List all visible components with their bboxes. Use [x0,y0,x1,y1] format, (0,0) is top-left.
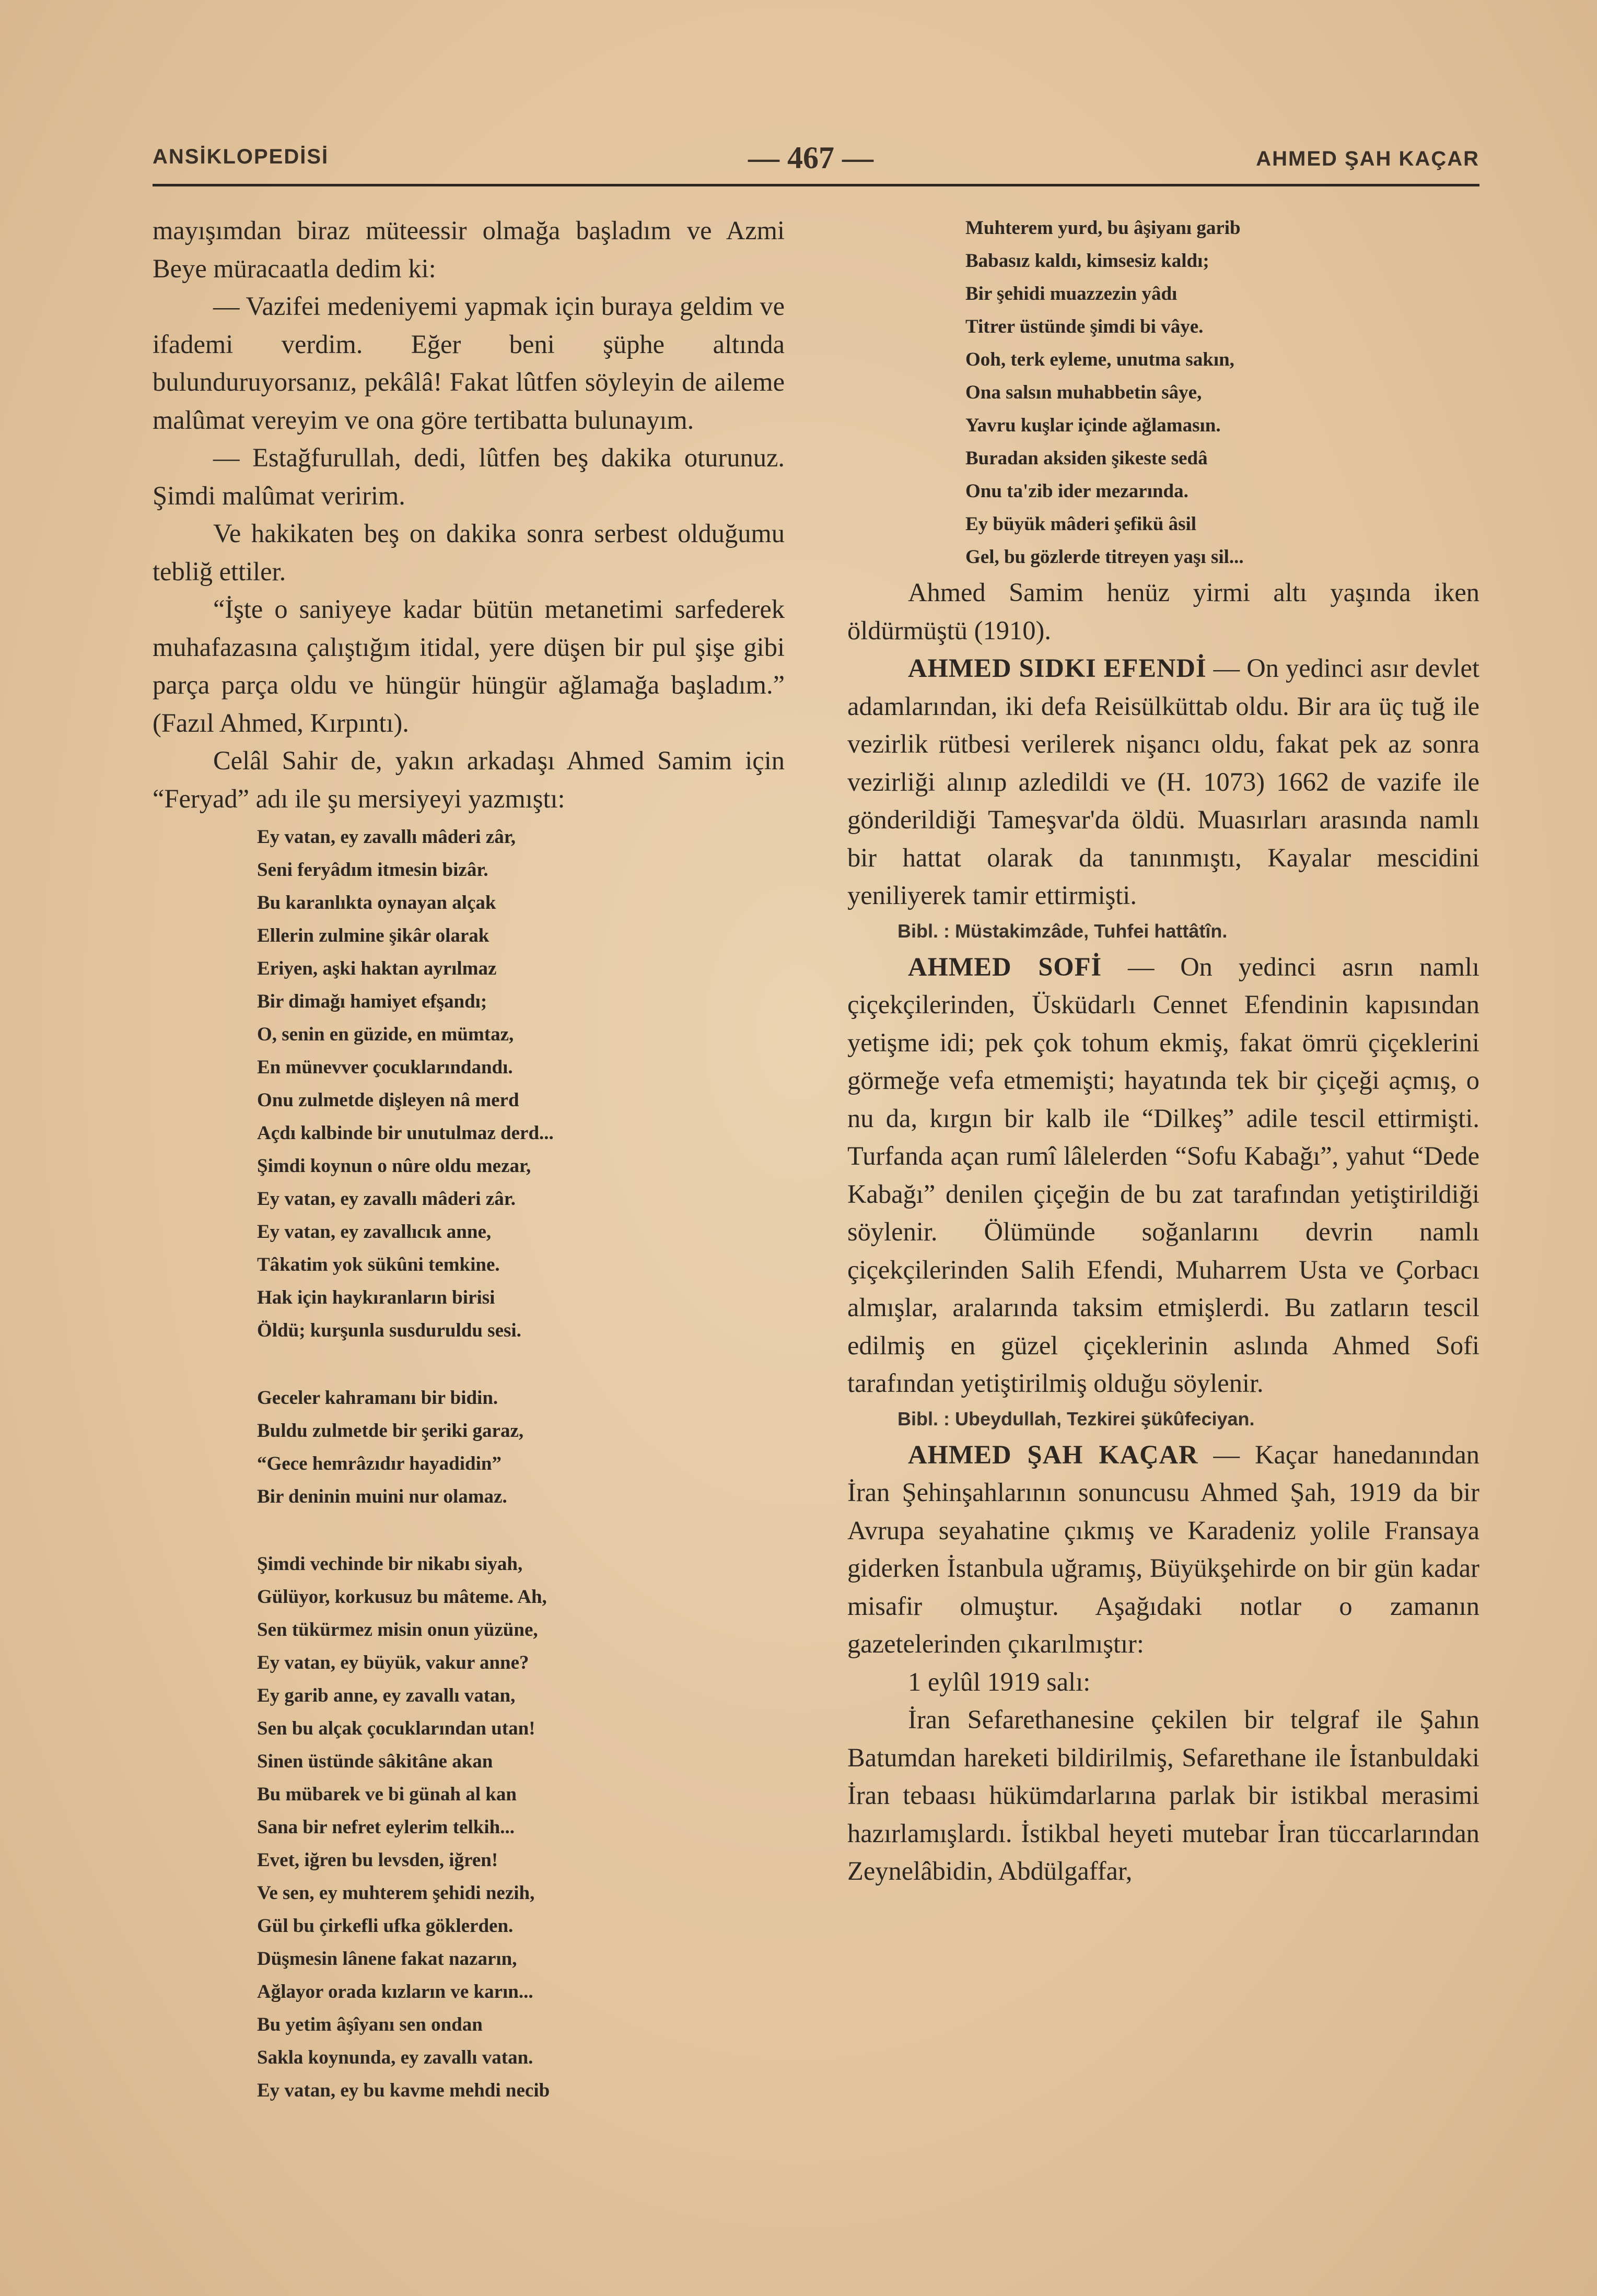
poem-line: Gel, bu gözlerde titreyen yaşı sil... [965,546,1244,568]
entry-text: — On yedinci asır devlet adamlarından, iki defa Reisülküttab oldu. Bir ara üç tuğ ile vezirlik rütbesi verilerek nişancı oldu, fakat pek az sonra vezirliği alınıp azledildi ve (H. 1073) 1662 de vazife ile gönderildiği Tameşvar'da öldü. Muasırları arasında namlı bir hattat olarak da tanınmıştı, Kayalar mescidini yeniliyerek tamir ettirmişti. [847,653,1479,910]
poem-line: Öldü; kurşunla susduruldu sesi. [257,1320,521,1341]
poem-line: Ooh, terk eyleme, unutma sakın, [965,349,1234,370]
poem-line: Bu yetim âşîyanı sen ondan [257,2014,483,2035]
bibliography: Bibl. : Ubeydullah, Tezkirei şükûfeciyan. [897,1408,1255,1430]
poem-line: Hak için haykıranların birisi [257,1287,495,1308]
entry-headword: AHMED SOFİ [908,952,1102,981]
poem-line: Ellerin zulmine şikâr olarak [257,925,489,946]
poem-continuation [847,212,1479,573]
poem-line: Ve sen, ey muhterem şehidi nezih, [257,1882,535,1904]
poem-line: Sen bu alçak çocuklarından utan! [257,1718,535,1739]
paragraph: Ve hakikaten beş on dakika sonra serbest olduğumu tebliğ ettiler. [153,519,785,586]
poem-line: Ey vatan, ey zavallı mâderi zâr, [257,826,516,848]
poem-line: Titrer üstünde şimdi bi vâye. [965,316,1204,337]
poem-line: Babasız kaldı, kimsesiz kaldı; [965,250,1209,272]
poem-line: Buradan aksiden şikeste sedâ [965,448,1208,469]
header-title: ANSİKLOPEDİSİ [153,145,329,168]
poem-line: Ey büyük mâderi şefikü âsil [965,513,1197,535]
entry-date: 1 eylûl 1919 salı: [908,1667,1091,1696]
poem-line: Muhterem yurd, bu âşiyanı garib [965,217,1241,239]
paragraph: “İşte o saniyeye kadar bütün metanetimi sarfederek muhafazasına çalıştığım itidal, yere düşen bir pul şişe gibi parça parça oldu ve hüngür hüngür ağlamağa başladım.” (Fazıl Ahmed, Kırpıntı). [153,594,785,737]
poem-feryad [153,821,785,2107]
poem-line: Sakla koynunda, ey zavallı vatan. [257,2047,533,2068]
poem-line: Evet, iğren bu levsden, iğren! [257,1849,498,1871]
right-column [847,212,1479,2259]
poem-line: Sana bir nefret eylerim telkih... [257,1817,515,1838]
poem-line: Eriyen, aşki haktan ayrılmaz [257,958,497,979]
poem-line: O, senin en güzide, en mümtaz, [257,1024,514,1045]
poem-line: Ey vatan, ey zavallıcık anne, [257,1221,492,1243]
paragraph: — Estağfurullah, dedi, lûtfen beş dakika oturunuz. Şimdi malûmat veririm. [153,443,785,510]
poem-line: Bu karanlıkta oynayan alçak [257,892,496,913]
poem-line: Bir dimağı hamiyet efşandı; [257,991,487,1012]
bibliography: Bibl. : Müstakimzâde, Tuhfei hattâtîn. [897,920,1228,942]
poem-line: Sen tükürmez misin onun yüzüne, [257,1619,538,1641]
poem-line: Bir şehidi muazzezin yâdı [965,283,1178,304]
poem-line: Ağlayor orada kızların ve karın... [257,1981,533,2002]
poem-line: Bu mübarek ve bi günah al kan [257,1784,517,1805]
entry-ahmed-sofi [847,948,1479,1402]
poem-line: Ey vatan, ey büyük, vakur anne? [257,1652,529,1673]
poem-line: Düşmesin lânene fakat nazarın, [257,1948,517,1970]
poem-line: Ona salsın muhabbetin sâye, [965,382,1202,403]
paragraph: Ahmed Samim henüz yirmi altı yaşında iken öldürmüştü (1910). [847,578,1479,645]
entry-text: — Kaçar hanedanından İran Şehinşahlarının sonuncusu Ahmed Şah, 1919 da bir Avrupa seyahatine çıkmış ve Karadeniz yolile Fransaya giderken İstanbula uğramış, Büyükşehirde on bir gün kadar misafir olmuştur. Aşağıdaki notlar o zamanın gazetelerinden çıkarılmıştır: [847,1439,1479,1658]
paragraph: Celâl Sahir de, yakın arkadaşı Ahmed Samim için “Feryad” adı ile şu mersiyeyi yazmıştı: [153,746,785,813]
paragraph: İran Sefarethanesine çekilen bir telgraf ile Şahın Batumdan hareketi bildirilmiş, Sefarethane ile İstanbuldaki İran tebaası hükümdarlarına parlak bir istikbal merasimi hazırlamışlardı. İstikbal heyeti mutebar İran tüccarlarından Zeynelâbidin, Abdülgaffar, [847,1705,1479,1885]
left-column [153,212,785,2259]
poem-line: Yavru kuşlar içinde ağlamasın. [965,415,1221,436]
poem-line: Şimdi vechinde bir nikabı siyah, [257,1553,523,1575]
entry-text: — On yedinci asrın namlı çiçekçilerinden, Üsküdarlı Cennet Efendinin kapısından yetişme idi; pek çok tohum ekmiş, fakat ömrü çiçeklerini görmeğe vefa etmemişti; hayatında tek bir çiçeği açmış, o nu da, kırgın bir kalb ile “Dilkeş” adile tescil ettirmişti. Turfanda açan rumî lâlelerden “Sofu Kabağı”, yahut “Dede Kabağı” denilen çiçeğin de bu zat tarafından yetiştirildiği söylenir. Ölümünde soğanlarını devrin namlı çiçekçilerinden Salih Efendi, Muharrem Usta ve Çorbacı almışlar, aralarında taksim etmişlerdi. Bu zatların tescil edilmiş en güzel çiçeklerinin aslında Ahmed Sofi tarafından yetiştirilmiş olduğu söylenir. [847,952,1479,1398]
poem-line: Sinen üstünde sâkitâne akan [257,1751,493,1772]
poem-stanza [257,1381,785,1513]
poem-line: Açdı kalbinde bir unutulmaz derd... [257,1122,554,1144]
paragraph: — Vazifei medeniyemi yapmak için buraya geldim ve ifademi verdim. Eğer beni şüphe altında bulunduruyorsanız, pekâlâ! Fakat lûtfen söyleyin de aileme malûmat vereyim ve ona göre tertibatta bulunayım. [153,291,785,435]
paragraph: mayışımdan biraz müteessir olmağa başladım ve Azmi Beye müracaatla dedim ki: [153,216,785,283]
header-rule [153,184,1479,186]
entry-headword: AHMED ŞAH KAÇAR [908,1439,1198,1469]
entry-ahmed-sah-kacar [847,1436,1479,1663]
poem-line: Ey garib anne, ey zavallı vatan, [257,1685,516,1706]
poem-line: Ey vatan, ey zavallı mâderi zâr. [257,1188,516,1210]
poem-line: En münevver çocuklarındandı. [257,1057,513,1078]
poem-line: Tâkatim yok sükûni temkine. [257,1254,500,1275]
poem-stanza [257,1548,785,2107]
poem-line: Ey vatan, ey bu kavme mehdi necib [257,2080,550,2101]
poem-line: Buldu zulmetde bir şeriki garaz, [257,1420,524,1442]
stanza-gap [257,1347,785,1381]
poem-line: “Gece hemrâzıdır hayadidin” [257,1453,502,1474]
page-header [153,140,1479,177]
header-entry-range: AHMED ŞAH KAÇAR [1256,147,1479,170]
entry-headword: AHMED SIDKI EFENDİ [908,653,1207,683]
page-number: — 467 — [748,140,873,175]
poem-line: Şimdi koynun o nûre oldu mezar, [257,1155,531,1177]
poem-line: Bir deninin muini nur olamaz. [257,1486,507,1507]
entry-ahmed-sidki-efendi [847,649,1479,915]
poem-line: Geceler kahramanı bir bidin. [257,1387,498,1409]
poem-line: Gülüyor, korkusuz bu mâteme. Ah, [257,1586,547,1608]
poem-line: Onu ta'zib ider mezarında. [965,481,1188,502]
poem-line: Gül bu çirkefli ufka göklerden. [257,1915,514,1937]
poem-stanza [257,821,785,1347]
poem-line: Onu zulmetde dişleyen nâ merd [257,1090,519,1111]
poem-line: Seni feryâdım itmesin bizâr. [257,859,488,881]
stanza-gap [257,1513,785,1548]
